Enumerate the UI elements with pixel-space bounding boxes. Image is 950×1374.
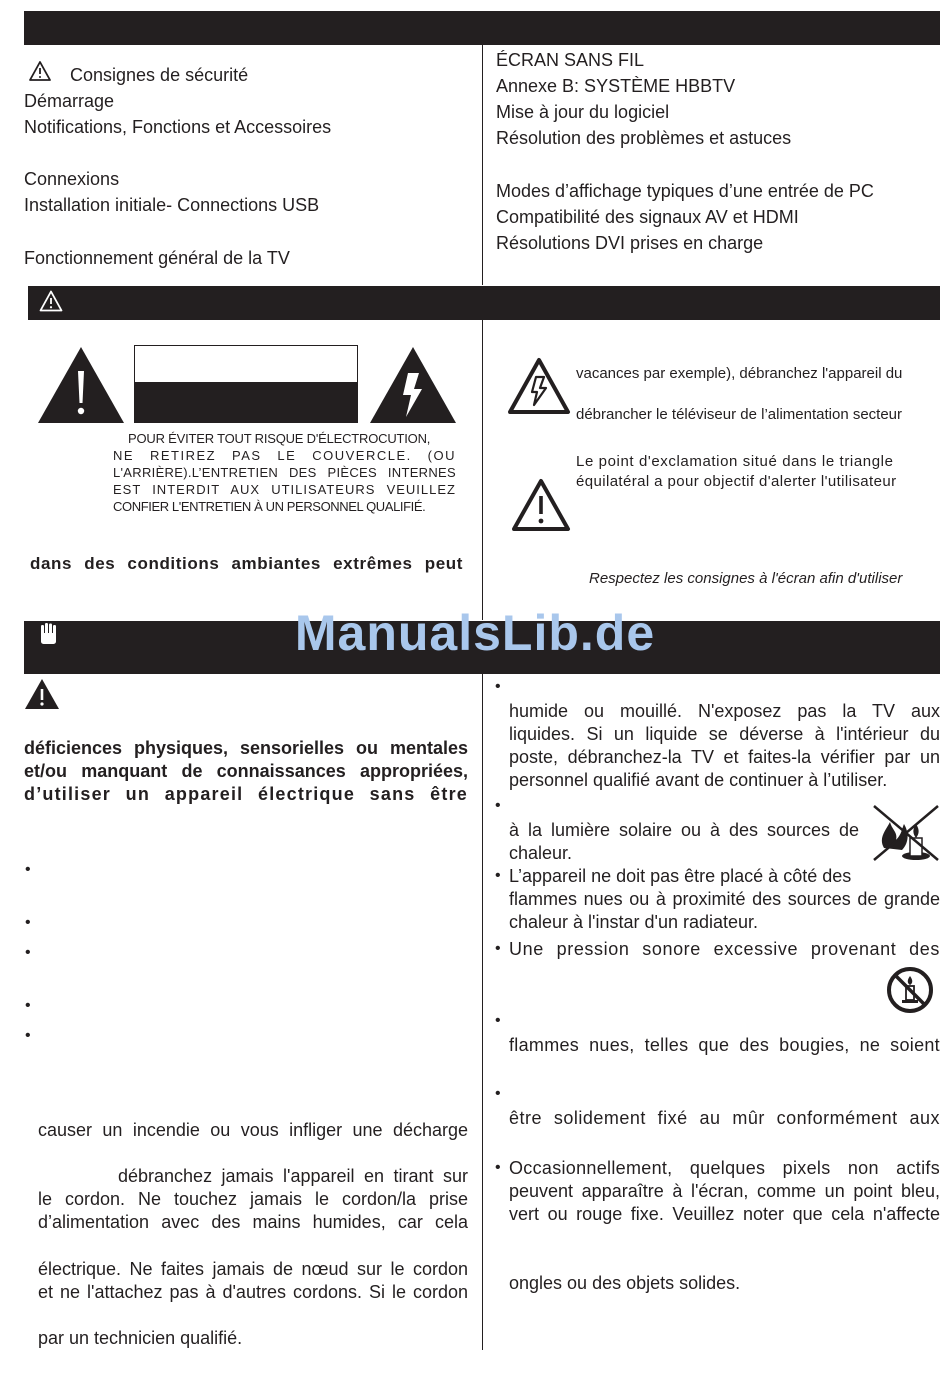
toc-item-av-hdmi[interactable]: Compatibilité des signaux AV et HDMI [496,207,799,227]
toc-item-troubleshooting[interactable]: Résolution des problèmes et astuces [496,128,792,148]
bullet: • [495,867,501,884]
liquid-text-4: personnel qualifié avant de continuer à l’utiliser. [509,770,888,790]
toc-item-hbbtv[interactable]: Annexe B: SYSTÈME HBBTV [496,76,736,96]
disability-line-3: d’utiliser un appareil électrique sans être [24,784,468,804]
column-divider [482,320,483,620]
liquid-text-2: liquides. Si un liquide se déverse à l'intérieur du [509,724,940,744]
nails-text: ongles ou des objets solides. [509,1273,741,1293]
column-divider [482,674,483,1350]
candles-text: flammes nues, telles que des bougies, ne soient [509,1035,940,1055]
cord-text-3: d’alimentation avec des mains humides, car cela [38,1212,468,1232]
bullet: • [25,997,31,1014]
caution-label-box [134,345,358,423]
safety-header-bar [28,286,940,320]
screen-note: Respectez les consignes à l'écran afin d'utiliser [589,570,903,587]
lightning-triangle-icon [370,347,456,423]
sound-text: Une pression sonore excessive provenant des [509,939,940,959]
warning-icon [39,290,63,312]
header-bar [24,11,940,45]
bullet: • [495,797,501,814]
wall-text: être solidement fixé au mûr conformément aux [509,1108,940,1128]
toc-item-pc-modes[interactable]: Modes d’affichage typiques d’une entrée de PC [496,181,874,201]
bullet: • [25,861,31,878]
warning-icon [29,61,51,81]
flame-text-3: chaleur à l'instar d'un radiateur. [509,912,759,932]
lightning-outline-icon [507,357,571,415]
ambient-conditions-text: dans des conditions ambiantes extrêmes peut [30,554,463,573]
exclaim-desc-2: équilatéral a pour objectif d'alerter l'utilisateur [576,473,897,490]
exclamation-triangle-icon [38,347,124,423]
caution-line-3: L'ARRIÈRE).L’ENTRETIEN DES PIÈCES INTERNES [113,465,456,480]
pixels-text-3: vert ou rouge fixe. Veuillez noter que cela n'affecte [509,1204,940,1224]
bullet: • [495,678,501,695]
caution-line-4: EST INTERDIT AUX UTILISATEURS VEUILLEZ [113,482,456,497]
bullet: • [495,1012,501,1029]
cord-text-1: débranchez jamais l'appareil en tirant sur [118,1166,468,1186]
caution-line-2: NE RETIREZ PAS LE COUVERCLE. (OU [113,448,456,463]
disability-line-1: déficiences physiques, sensorielles ou mentales [24,738,468,758]
bullet: • [495,940,501,957]
cord-text-2: le cordon. Ne touchez jamais le cordon/la prise [38,1189,468,1209]
toc-item-general-operation[interactable]: Fonctionnement général de la TV [24,248,290,268]
caution-line-1: POUR ÉVITER TOUT RISQUE D'ÉLECTROCUTION, [128,431,431,446]
toc-item-software-update[interactable]: Mise à jour du logiciel [496,102,670,122]
sun-text-1: à la lumière solaire ou à des sources de [509,820,859,840]
bullet: • [495,1159,501,1176]
watermark: ManualsLib.de [294,605,656,661]
liquid-text-1: humide ou mouillé. N'exposez pas la TV aux [509,701,940,721]
toc-item-start[interactable]: Démarrage [24,91,115,111]
toc-item-safety[interactable]: Consignes de sécurité [70,65,249,85]
no-candle-icon [886,966,934,1014]
column-divider [482,45,483,285]
bullet: • [25,1027,31,1044]
cord-text-5: et ne l'attachez pas à d'autres cordons. Si le cordon [38,1282,468,1302]
lightning-desc-2: débrancher le téléviseur de l’alimentation secteur [576,406,903,423]
flame-text-1: L’appareil ne doit pas être placé à côté des [509,866,852,886]
bullet: • [495,1085,501,1102]
toc-item-wireless-screen[interactable]: ÉCRAN SANS FIL [496,50,645,70]
toc-item-dvi[interactable]: Résolutions DVI prises en charge [496,233,764,253]
cord-text-4: électrique. Ne faites jamais de nœud sur le cordon [38,1259,468,1279]
bullet: • [25,914,31,931]
caution-line-5: CONFIER L'ENTRETIEN À UN PERSONNEL QUALIFIÉ. [113,499,426,514]
disability-line-2: et/ou manquant de connaissances appropriées, [24,761,468,781]
bullet: • [25,944,31,961]
no-fire-icon [872,804,940,862]
toc-item-notifications[interactable]: Notifications, Fonctions et Accessoires [24,117,332,137]
sun-text-2: chaleur. [509,843,573,863]
toc-item-initial-install[interactable]: Installation initiale- Connections USB [24,195,320,215]
cord-text-6: par un technicien qualifié. [38,1328,243,1348]
caution-label-dark [135,382,357,422]
warning-filled-icon [24,678,60,710]
fire-shock-text: causer un incendie ou vous infliger une décharge [38,1120,468,1140]
toc-item-connections[interactable]: Connexions [24,169,120,189]
flame-text-2: flammes nues ou à proximité des sources de grande [509,889,940,909]
exclamation-outline-icon [511,478,571,532]
pixels-text-1: Occasionnellement, quelques pixels non actifs [509,1158,940,1178]
exclaim-desc-1: Le point d'exclamation situé dans le triangle [576,453,894,470]
pixels-text-2: peuvent apparaître à l'écran, comme un point bleu, [509,1181,940,1201]
liquid-text-3: poste, débranchez-la TV et faites-la vérifier par un [509,747,940,767]
lightning-desc-1: vacances par exemple), débranchez l'appareil du [576,365,903,382]
